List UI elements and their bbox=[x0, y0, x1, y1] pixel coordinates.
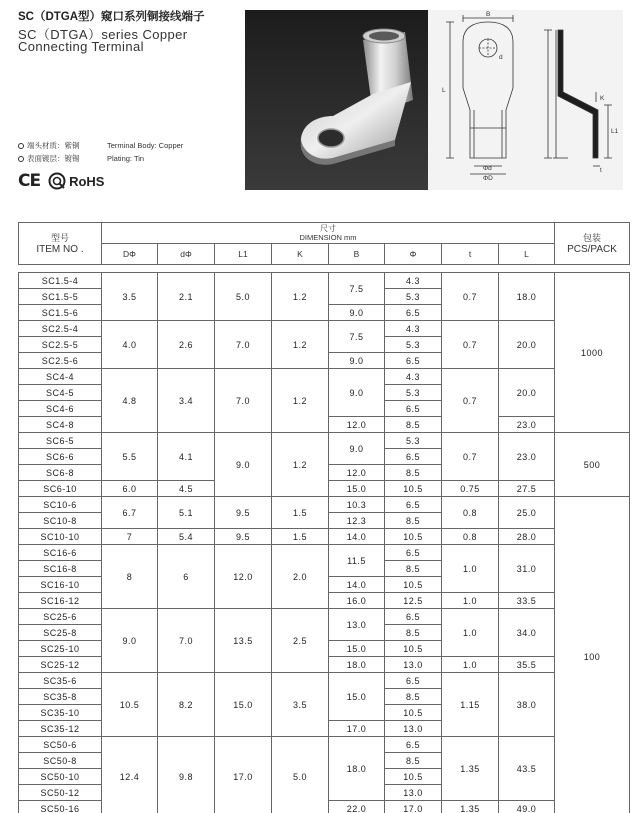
inner-diameter-cell: 4.1 bbox=[158, 433, 215, 481]
L1-cell: 12.0 bbox=[215, 545, 272, 609]
hole-diameter-cell: 5.3 bbox=[385, 433, 442, 449]
L-cell: 33.5 bbox=[499, 593, 555, 609]
plating-cn: 表面镀层：镀锡 bbox=[27, 154, 80, 163]
bullet-icon bbox=[18, 156, 24, 162]
item-no-cell: SC16-6 bbox=[19, 545, 102, 561]
item-no-cell: SC4-4 bbox=[19, 369, 102, 385]
L-cell: 34.0 bbox=[499, 609, 555, 657]
L1-cell: 13.5 bbox=[215, 609, 272, 673]
B-cell: 9.0 bbox=[329, 305, 385, 321]
B-cell: 12.0 bbox=[329, 465, 385, 481]
L-cell: 23.0 bbox=[499, 433, 555, 481]
inner-diameter-cell: 7.0 bbox=[158, 609, 215, 673]
hole-diameter-cell: 8.5 bbox=[385, 625, 442, 641]
hole-diameter-cell: 8.5 bbox=[385, 689, 442, 705]
outer-diameter-cell: 10.5 bbox=[102, 673, 158, 737]
hole-diameter-cell: 6.5 bbox=[385, 673, 442, 689]
B-cell: 17.0 bbox=[329, 721, 385, 737]
hole-diameter-cell: 10.5 bbox=[385, 529, 442, 545]
hole-diameter-cell: 5.3 bbox=[385, 385, 442, 401]
item-no-cell: SC10-8 bbox=[19, 513, 102, 529]
item-no-cell: SC35-12 bbox=[19, 721, 102, 737]
inner-diameter-cell: 8.2 bbox=[158, 673, 215, 737]
L1-cell: 9.0 bbox=[215, 433, 272, 497]
plating-en: Plating: Tin bbox=[107, 154, 145, 163]
hole-diameter-cell: 12.5 bbox=[385, 593, 442, 609]
inner-diameter-cell: 6 bbox=[158, 545, 215, 609]
L1-cell: 9.5 bbox=[215, 497, 272, 529]
item-no-cell: SC16-8 bbox=[19, 561, 102, 577]
L-cell: 25.0 bbox=[499, 497, 555, 529]
item-no-cell: SC6-6 bbox=[19, 449, 102, 465]
table-row bbox=[19, 545, 630, 561]
hole-diameter-cell: 8.5 bbox=[385, 417, 442, 433]
B-cell: 11.5 bbox=[329, 545, 385, 577]
certification-logos bbox=[18, 172, 104, 190]
item-no-cell: SC4-8 bbox=[19, 417, 102, 433]
material-spec-body bbox=[18, 140, 183, 151]
B-cell: 7.5 bbox=[329, 273, 385, 305]
L-cell: 38.0 bbox=[499, 673, 555, 737]
table-row bbox=[19, 433, 630, 449]
L-cell: 31.0 bbox=[499, 545, 555, 593]
K-cell: 3.5 bbox=[272, 673, 329, 737]
B-cell: 15.0 bbox=[329, 481, 385, 497]
inner-diameter-cell: 2.1 bbox=[158, 273, 215, 321]
inner-diameter-cell: 5.1 bbox=[158, 497, 215, 529]
hole-diameter-cell: 10.5 bbox=[385, 705, 442, 721]
item-no-cell: SC16-12 bbox=[19, 593, 102, 609]
col-header-inner-diameter: dΦ bbox=[158, 244, 215, 265]
item-no-cell: SC25-12 bbox=[19, 657, 102, 673]
L-cell: 20.0 bbox=[499, 369, 555, 417]
material-cn: 端头材质：紫铜 bbox=[27, 141, 80, 150]
L1-cell: 7.0 bbox=[215, 321, 272, 369]
B-cell: 7.5 bbox=[329, 321, 385, 353]
hole-diameter-cell: 6.5 bbox=[385, 449, 442, 465]
material-spec-plating bbox=[18, 153, 144, 164]
cqc-mark-icon bbox=[48, 172, 66, 190]
item-no-cell: SC35-10 bbox=[19, 705, 102, 721]
hole-diameter-cell: 4.3 bbox=[385, 273, 442, 289]
col-header-L: L bbox=[499, 244, 555, 265]
B-cell: 14.0 bbox=[329, 529, 385, 545]
K-cell: 2.0 bbox=[272, 545, 329, 609]
item-no-cell: SC4-5 bbox=[19, 385, 102, 401]
col-header-t: t bbox=[442, 244, 499, 265]
t-cell: 1.0 bbox=[442, 609, 499, 657]
hole-diameter-cell: 13.0 bbox=[385, 657, 442, 673]
t-cell: 0.7 bbox=[442, 433, 499, 481]
B-cell: 14.0 bbox=[329, 577, 385, 593]
outer-diameter-cell: 12.4 bbox=[102, 737, 158, 813]
hole-diameter-cell: 6.5 bbox=[385, 737, 442, 753]
hole-diameter-cell: 10.5 bbox=[385, 481, 442, 497]
ce-mark-logo: CE bbox=[18, 171, 41, 191]
pcs-pack-cell: 100 bbox=[555, 497, 630, 813]
t-cell: 1.35 bbox=[442, 801, 499, 813]
outer-diameter-cell: 4.0 bbox=[102, 321, 158, 369]
item-no-cell: SC50-8 bbox=[19, 753, 102, 769]
drawing-label-L: L bbox=[442, 87, 446, 94]
hole-diameter-cell: 10.5 bbox=[385, 769, 442, 785]
table-row bbox=[19, 737, 630, 753]
hole-diameter-cell: 10.5 bbox=[385, 577, 442, 593]
B-cell: 9.0 bbox=[329, 369, 385, 417]
hole-diameter-cell: 6.5 bbox=[385, 545, 442, 561]
header-model-en: ITEM NO . bbox=[36, 243, 84, 255]
table-row bbox=[19, 497, 630, 513]
L-cell: 20.0 bbox=[499, 321, 555, 369]
title-english-line2: Connecting Terminal bbox=[18, 39, 144, 54]
hole-diameter-cell: 8.5 bbox=[385, 753, 442, 769]
hole-diameter-cell: 13.0 bbox=[385, 721, 442, 737]
inner-diameter-cell: 5.4 bbox=[158, 529, 215, 545]
item-no-cell: SC2.5-4 bbox=[19, 321, 102, 337]
K-cell: 5.0 bbox=[272, 737, 329, 813]
K-cell: 1.2 bbox=[272, 321, 329, 369]
item-no-cell: SC35-8 bbox=[19, 689, 102, 705]
B-cell: 12.3 bbox=[329, 513, 385, 529]
drawing-label-K: K bbox=[600, 95, 605, 102]
item-no-cell: SC6-5 bbox=[19, 433, 102, 449]
table-row bbox=[19, 673, 630, 689]
B-cell: 22.0 bbox=[329, 801, 385, 813]
header-dimension-en: DIMENSION mm bbox=[299, 233, 357, 242]
L1-cell: 15.0 bbox=[215, 673, 272, 737]
table-row bbox=[19, 529, 630, 545]
technical-drawing bbox=[428, 10, 623, 190]
L-cell: 49.0 bbox=[499, 801, 555, 813]
catalog-header bbox=[0, 0, 637, 200]
item-no-cell: SC10-10 bbox=[19, 529, 102, 545]
L-cell: 35.5 bbox=[499, 657, 555, 673]
pcs-pack-cell: 500 bbox=[555, 433, 630, 497]
B-cell: 15.0 bbox=[329, 673, 385, 721]
col-header-B: B bbox=[329, 244, 385, 265]
t-cell: 1.0 bbox=[442, 593, 499, 609]
header-model-cn: 型号 bbox=[50, 232, 69, 243]
item-no-cell: SC35-6 bbox=[19, 673, 102, 689]
table-row bbox=[19, 273, 630, 289]
outer-diameter-cell: 6.0 bbox=[102, 481, 158, 497]
header-pcs-pack bbox=[555, 223, 630, 265]
L1-cell: 7.0 bbox=[215, 369, 272, 433]
item-no-cell: SC25-6 bbox=[19, 609, 102, 625]
hole-diameter-cell: 8.5 bbox=[385, 513, 442, 529]
title-chinese: SC（DTGA型）窥口系列铜接线端子 bbox=[18, 11, 205, 23]
K-cell: 1.5 bbox=[272, 529, 329, 545]
outer-diameter-cell: 6.7 bbox=[102, 497, 158, 529]
hole-diameter-cell: 6.5 bbox=[385, 305, 442, 321]
L-cell: 27.5 bbox=[499, 481, 555, 497]
item-no-cell: SC50-6 bbox=[19, 737, 102, 753]
outer-diameter-cell: 3.5 bbox=[102, 273, 158, 321]
item-no-cell: SC2.5-6 bbox=[19, 353, 102, 369]
item-no-cell: SC6-8 bbox=[19, 465, 102, 481]
hole-diameter-cell: 4.3 bbox=[385, 369, 442, 385]
B-cell: 15.0 bbox=[329, 641, 385, 657]
t-cell: 1.0 bbox=[442, 657, 499, 673]
item-no-cell: SC2.5-5 bbox=[19, 337, 102, 353]
drawing-label-phi-d: Φd bbox=[483, 165, 492, 172]
col-header-L1: L1 bbox=[215, 244, 272, 265]
t-cell: 0.8 bbox=[442, 529, 499, 545]
B-cell: 18.0 bbox=[329, 737, 385, 801]
table-row bbox=[19, 609, 630, 625]
drawing-label-phi-D: ΦD bbox=[483, 175, 493, 182]
hole-diameter-cell: 6.5 bbox=[385, 401, 442, 417]
product-photo bbox=[245, 10, 428, 190]
item-no-cell: SC1.5-6 bbox=[19, 305, 102, 321]
hole-diameter-cell: 6.5 bbox=[385, 609, 442, 625]
item-no-cell: SC10-6 bbox=[19, 497, 102, 513]
outer-diameter-cell: 7 bbox=[102, 529, 158, 545]
L1-cell: 17.0 bbox=[215, 737, 272, 813]
hole-diameter-cell: 13.0 bbox=[385, 785, 442, 801]
hole-diameter-cell: 6.5 bbox=[385, 497, 442, 513]
hole-diameter-cell: 4.3 bbox=[385, 321, 442, 337]
outer-diameter-cell: 5.5 bbox=[102, 433, 158, 481]
item-no-cell: SC6-10 bbox=[19, 481, 102, 497]
K-cell: 1.5 bbox=[272, 497, 329, 529]
bullet-icon bbox=[18, 143, 24, 149]
L-cell: 23.0 bbox=[499, 417, 555, 433]
copper-terminal-lug-image bbox=[245, 10, 428, 190]
item-no-cell: SC1.5-5 bbox=[19, 289, 102, 305]
hole-diameter-cell: 17.0 bbox=[385, 801, 442, 813]
item-no-cell: SC1.5-4 bbox=[19, 273, 102, 289]
t-cell: 0.75 bbox=[442, 481, 499, 497]
col-header-hole-diameter: Φ bbox=[385, 244, 442, 265]
inner-diameter-cell: 3.4 bbox=[158, 369, 215, 433]
B-cell: 16.0 bbox=[329, 593, 385, 609]
header-pack-en: PCS/PACK bbox=[567, 243, 617, 255]
t-cell: 1.35 bbox=[442, 737, 499, 801]
hole-diameter-cell: 8.5 bbox=[385, 561, 442, 577]
rohs-logo: RoHS bbox=[69, 173, 105, 189]
item-no-cell: SC25-8 bbox=[19, 625, 102, 641]
item-no-cell: SC25-10 bbox=[19, 641, 102, 657]
material-en: Terminal Body: Copper bbox=[107, 141, 184, 150]
L-cell: 43.5 bbox=[499, 737, 555, 801]
t-cell: 0.7 bbox=[442, 321, 499, 369]
B-cell: 13.0 bbox=[329, 609, 385, 641]
item-no-cell: SC4-6 bbox=[19, 401, 102, 417]
drawing-label-t: t bbox=[600, 167, 602, 174]
inner-diameter-cell: 9.8 bbox=[158, 737, 215, 813]
header-dimension bbox=[102, 223, 555, 244]
drawing-label-L1: L1 bbox=[611, 128, 619, 135]
hole-diameter-cell: 10.5 bbox=[385, 641, 442, 657]
header-dimension-cn: 尺寸 bbox=[320, 224, 336, 233]
outer-diameter-cell: 4.8 bbox=[102, 369, 158, 433]
table-row bbox=[19, 369, 630, 385]
L-cell: 28.0 bbox=[499, 529, 555, 545]
specification-table bbox=[18, 222, 630, 813]
B-cell: 9.0 bbox=[329, 433, 385, 465]
outer-diameter-cell: 8 bbox=[102, 545, 158, 609]
dimension-drawing-image bbox=[428, 10, 623, 190]
item-no-cell: SC50-16 bbox=[19, 801, 102, 813]
col-header-outer-diameter: DΦ bbox=[102, 244, 158, 265]
header-item-no bbox=[19, 223, 102, 265]
K-cell: 1.2 bbox=[272, 433, 329, 497]
col-header-K: K bbox=[272, 244, 329, 265]
item-no-cell: SC16-10 bbox=[19, 577, 102, 593]
title-english-line1: SC（DTGA）series Copper bbox=[18, 27, 188, 42]
B-cell: 9.0 bbox=[329, 353, 385, 369]
B-cell: 10.3 bbox=[329, 497, 385, 513]
K-cell: 1.2 bbox=[272, 273, 329, 321]
item-no-cell: SC50-12 bbox=[19, 785, 102, 801]
inner-diameter-cell: 2.6 bbox=[158, 321, 215, 369]
L1-cell: 5.0 bbox=[215, 273, 272, 321]
t-cell: 0.8 bbox=[442, 497, 499, 529]
L-cell: 18.0 bbox=[499, 273, 555, 321]
K-cell: 2.5 bbox=[272, 609, 329, 673]
t-cell: 1.15 bbox=[442, 673, 499, 737]
B-cell: 18.0 bbox=[329, 657, 385, 673]
outer-diameter-cell: 9.0 bbox=[102, 609, 158, 673]
specification-rows bbox=[19, 273, 630, 813]
t-cell: 0.7 bbox=[442, 273, 499, 321]
item-no-cell: SC50-10 bbox=[19, 769, 102, 785]
hole-diameter-cell: 5.3 bbox=[385, 337, 442, 353]
K-cell: 1.2 bbox=[272, 369, 329, 433]
inner-diameter-cell: 4.5 bbox=[158, 481, 215, 497]
hole-diameter-cell: 6.5 bbox=[385, 353, 442, 369]
B-cell: 12.0 bbox=[329, 417, 385, 433]
header-pack-cn: 包装 bbox=[582, 232, 601, 243]
hole-diameter-cell: 5.3 bbox=[385, 289, 442, 305]
hole-diameter-cell: 8.5 bbox=[385, 465, 442, 481]
pcs-pack-cell: 1000 bbox=[555, 273, 630, 433]
drawing-label-d: d bbox=[499, 54, 503, 61]
t-cell: 1.0 bbox=[442, 545, 499, 593]
t-cell: 0.7 bbox=[442, 369, 499, 433]
drawing-label-B: B bbox=[486, 11, 491, 18]
L1-cell: 9.5 bbox=[215, 529, 272, 545]
table-row bbox=[19, 321, 630, 337]
